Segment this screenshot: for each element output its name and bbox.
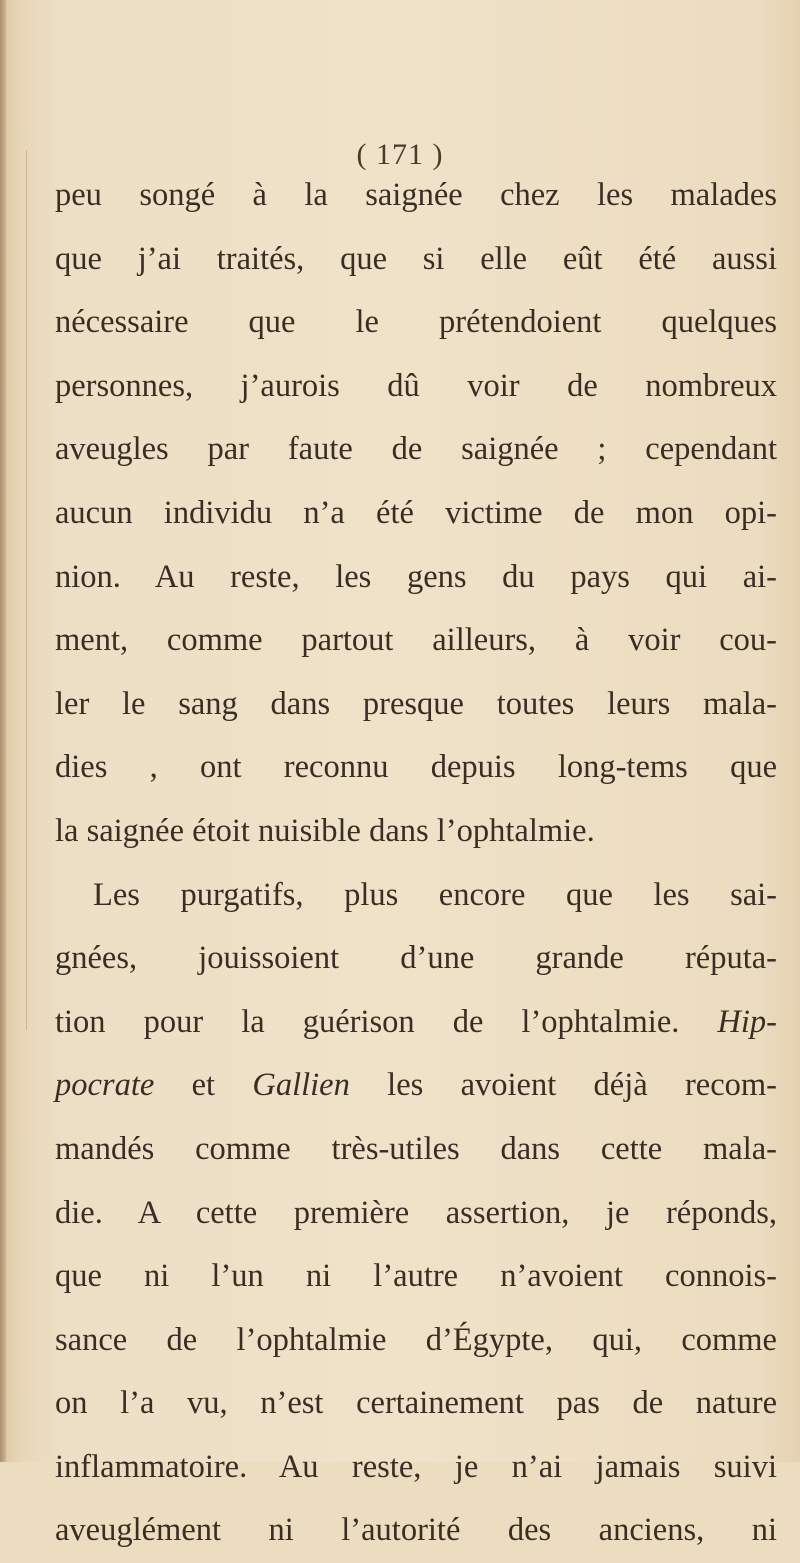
text-line-14-roman: tion pour la guérison de l’ophtalmie. <box>55 1003 680 1040</box>
text-line-20: on l’a vu, n’est certainement pas de nature <box>55 1385 777 1422</box>
text-line-9: ler le sang dans presque toutes leurs mala- <box>55 685 777 722</box>
binding-edge <box>0 0 6 1462</box>
text-line-5: aveugles par faute de saignée ; cependant <box>55 431 777 468</box>
text-line-21: inflammatoire. Au reste, je n’ai jamais suivi <box>55 1448 777 1485</box>
text-line-12: Les purgatifs, plus encore que les sai- <box>93 876 777 913</box>
text-line-6: aucun individu n’a été victime de mon opi- <box>55 494 777 531</box>
text-line-14 <box>55 991 777 1055</box>
italic-name-gallien: Gallien <box>252 1067 350 1104</box>
italic-name-pocrate: pocrate <box>55 1067 155 1104</box>
text-line-15-rest: les avoient déjà recom- <box>387 1067 778 1104</box>
text-line-4: personnes, j’aurois dû voir de nombreux <box>55 367 777 404</box>
text-line-11: la saignée étoit nuisible dans l’ophtalmie. <box>55 812 595 849</box>
text-line-7: nion. Au reste, les gens du pays qui ai- <box>55 558 777 595</box>
binding-shadow-line <box>26 150 27 1030</box>
text-line-17: die. A cette première assertion, je réponds, <box>55 1194 777 1231</box>
text-line-13: gnées, jouissoient d’une grande réputa- <box>55 940 777 977</box>
text-line-19: sance de l’ophtalmie d’Égypte, qui, comme <box>55 1321 777 1358</box>
text-line-22: aveuglément ni l’autorité des anciens, ni <box>55 1512 777 1549</box>
text-line-16: mandés comme très-utiles dans cette mala- <box>55 1130 777 1167</box>
text-line-18: que ni l’un ni l’autre n’avoient connois- <box>55 1258 777 1295</box>
text-line-15-et: et <box>191 1067 216 1104</box>
text-line-15 <box>55 1054 777 1118</box>
text-line-3: nécessaire que le prétendoient quelques <box>55 304 777 341</box>
text-line-8: ment, comme partout ailleurs, à voir cou- <box>55 622 777 659</box>
text-line-10: dies , ont reconnu depuis long-tems que <box>55 749 777 786</box>
text-line-1: peu songé à la saignée chez les malades <box>55 177 777 213</box>
text-line-2: que j’ai traités, que si elle eût été aussi <box>55 240 777 277</box>
page-number: ( 171 ) <box>356 138 444 171</box>
body-text <box>55 164 777 1563</box>
italic-name-hip: Hip- <box>717 1003 777 1040</box>
